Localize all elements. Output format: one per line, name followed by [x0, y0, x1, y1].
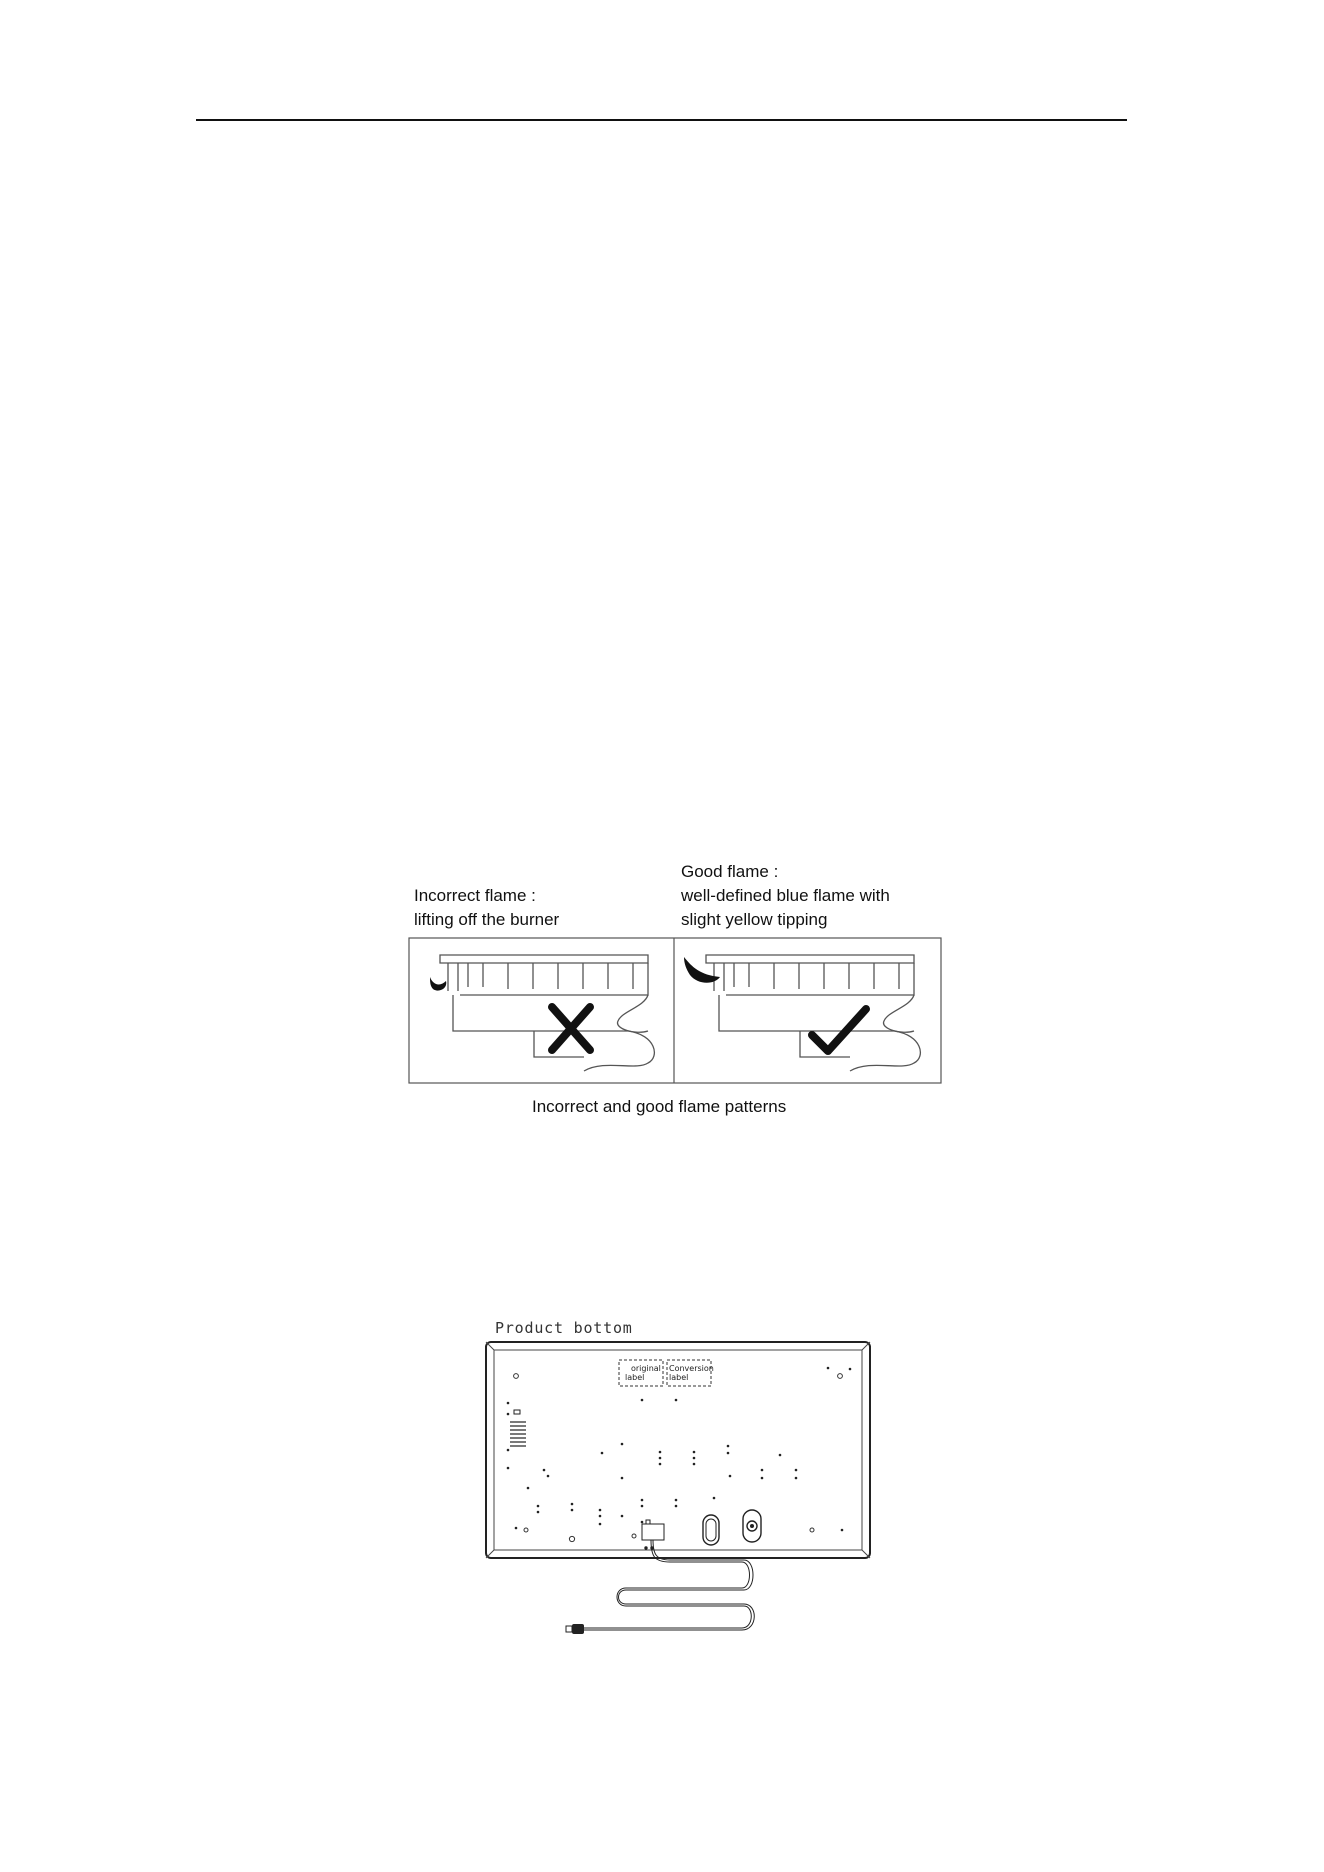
incorrect-flame-label	[414, 884, 559, 932]
incorrect-flame-desc: lifting off the burner	[414, 910, 560, 929]
figure-caption: Incorrect and good flame patterns	[532, 1097, 787, 1116]
good-flame-desc-line2: slight yellow tipping	[681, 910, 828, 929]
plug-icon	[566, 1624, 584, 1634]
conversion-label-text	[669, 1364, 714, 1382]
lifting-flame	[430, 977, 446, 991]
good-flame-title: Good flame :	[681, 862, 779, 881]
vent-slots	[510, 1422, 526, 1446]
check-icon	[812, 1009, 866, 1051]
product-bottom-title: Product bottom	[495, 1319, 633, 1337]
incorrect-flame-title: Incorrect flame :	[414, 886, 536, 905]
burner-incorrect	[440, 955, 654, 1071]
conversion-label-line2: label	[669, 1373, 689, 1382]
corner-holes	[514, 1374, 843, 1542]
original-label-text	[625, 1364, 661, 1382]
good-flame-label	[681, 860, 890, 932]
burner-good	[706, 955, 920, 1071]
product-bottom-figure	[480, 1338, 876, 1648]
conversion-label-line1: Conversion	[669, 1364, 714, 1373]
header-rule	[196, 119, 1127, 121]
original-label-line1: original	[631, 1364, 661, 1373]
power-cord	[584, 1540, 754, 1630]
good-flame-desc-line1: well-defined blue flame with	[681, 886, 890, 905]
flame-pattern-figure	[408, 937, 942, 1085]
original-label-line2: label	[625, 1373, 645, 1382]
screw-points	[507, 1367, 852, 1532]
cross-icon	[552, 1007, 590, 1050]
